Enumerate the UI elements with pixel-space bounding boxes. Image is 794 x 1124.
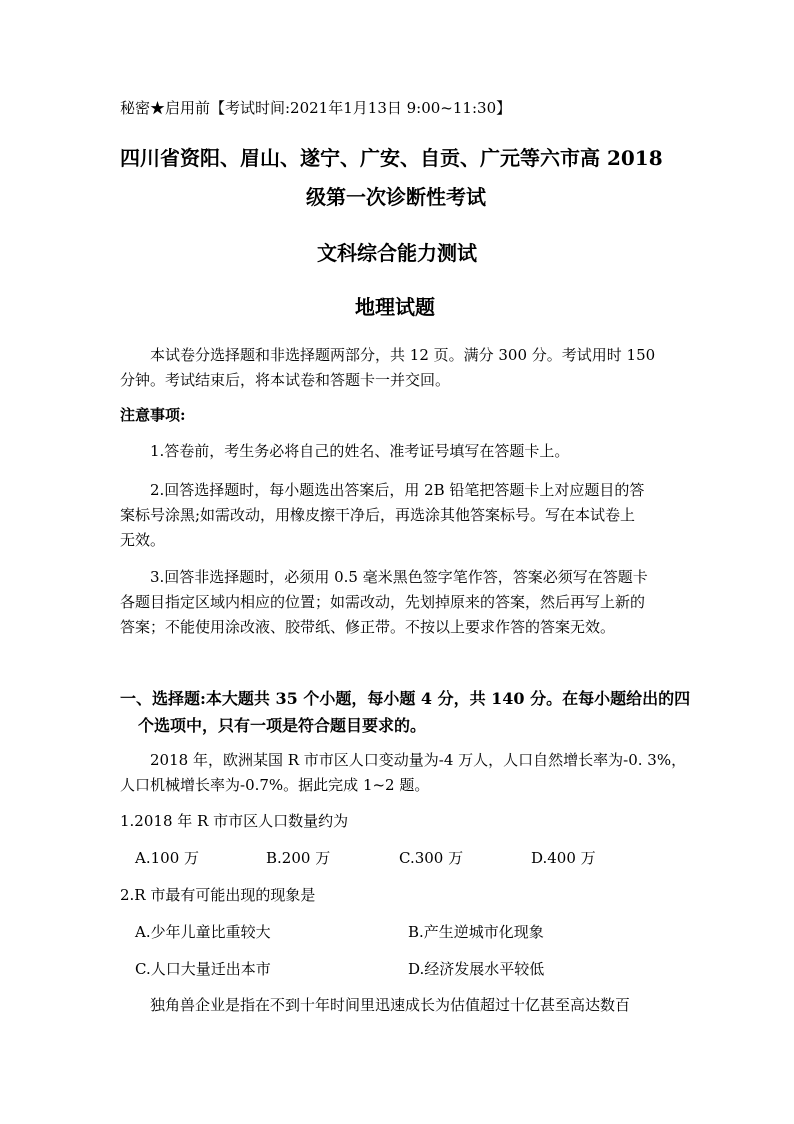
note-item-1: 1.答卷前，考生务必将自己的姓名、准考证号填写在答题卡上。 — [150, 442, 570, 460]
question-1-option-b: B.200 万 — [266, 849, 331, 867]
section-1-line-1: 一、选择题:本大题共 35 个小题，每小题 4 分，共 140 分。在每小题给出的四 — [120, 689, 691, 708]
exam-name: 文科综合能力测试 — [317, 241, 477, 265]
question-2-option-d: D.经济发展水平较低 — [408, 960, 545, 978]
note-item-2-line-2: 案标号涂黑;如需改动，用橡皮擦干净后，再选涂其他答案标号。写在本试卷上 — [120, 506, 636, 524]
note-item-2-line-3: 无效。 — [120, 531, 166, 549]
secret-header: 秘密★启用前【考试时间:2021年1月13日 9:00~11:30】 — [120, 99, 512, 117]
intro-line-2: 分钟。考试结束后，将本试卷和答题卡一并交回。 — [120, 371, 451, 389]
question-2-option-b: B.产生逆城市化现象 — [408, 923, 544, 941]
question-1-stem: 1.2018 年 R 市市区人口数量约为 — [120, 812, 349, 830]
material-1-line-1: 2018 年，欧洲某国 R 市市区人口变动量为-4 万人，人口自然增长率为-0. 3%， — [150, 751, 687, 769]
material-2-line-1: 独角兽企业是指在不到十年时间里迅速成长为估值超过十亿甚至高达数百 — [150, 996, 631, 1014]
material-1-line-2: 人口机械增长率为-0.7%。据此完成 1~2 题。 — [120, 776, 430, 794]
note-item-3-line-3: 答案；不能使用涂改液、胶带纸、修正带。不按以上要求作答的答案无效。 — [120, 618, 616, 636]
question-2-option-a: A.少年儿童比重较大 — [135, 923, 271, 941]
note-item-3-line-1: 3.回答非选择题时，必须用 0.5 毫米黑色签字笔作答，答案必须写在答题卡 — [150, 568, 648, 586]
title-line-2: 级第一次诊断性考试 — [306, 185, 486, 209]
note-item-3-line-2: 各题目指定区域内相应的位置；如需改动，先划掉原来的答案，然后再写上新的 — [120, 593, 646, 611]
question-1-option-c: C.300 万 — [399, 849, 464, 867]
question-2-stem: 2.R 市最有可能出现的现象是 — [120, 886, 316, 904]
title-line-1: 四川省资阳、眉山、遂宁、广安、自贡、广元等六市高 2018 — [120, 146, 663, 170]
subject-title: 地理试题 — [355, 295, 435, 319]
note-item-2-line-1: 2.回答选择题时，每小题选出答案后，用 2B 铅笔把答题卡上对应题目的答 — [150, 481, 645, 499]
question-1-option-d: D.400 万 — [531, 849, 596, 867]
intro-line-1: 本试卷分选择题和非选择题两部分，共 12 页。满分 300 分。考试用时 150 — [150, 346, 656, 364]
notes-heading: 注意事项: — [120, 406, 186, 424]
question-2-option-c: C.人口大量迁出本市 — [135, 960, 271, 978]
question-1-option-a: A.100 万 — [135, 849, 199, 867]
section-1-line-2: 个选项中，只有一项是符合题目要求的。 — [138, 716, 427, 735]
